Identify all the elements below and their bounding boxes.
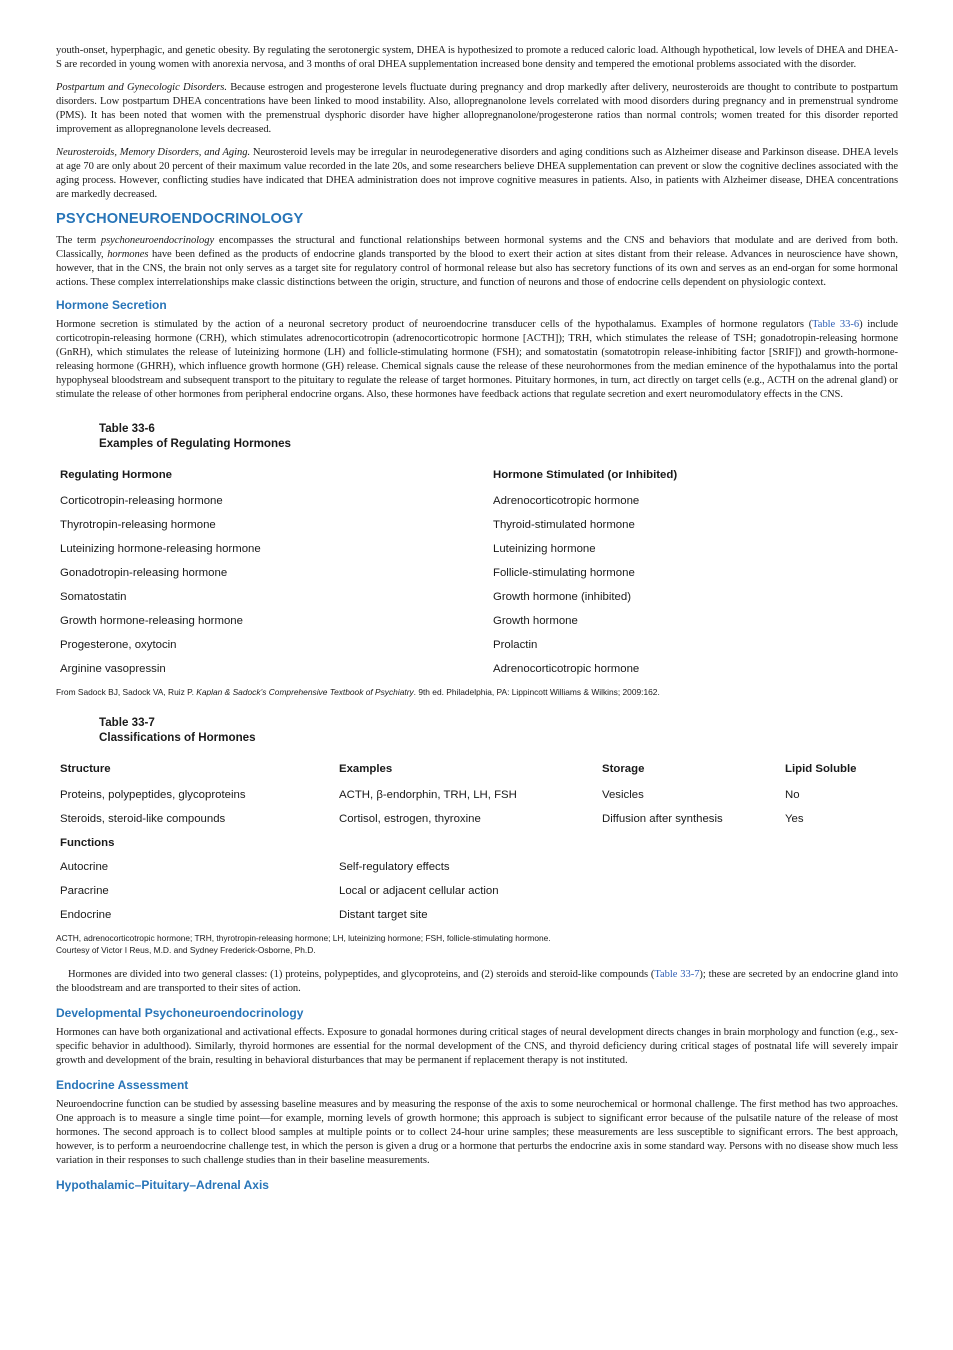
run-in-heading: Neurosteroids, Memory Disorders, and Aging.: [56, 147, 251, 158]
paragraph-developmental: Hormones can have both organizational and activational effects. Exposure to gonadal hormones during critical stages of neural development directs changes in brain morphology and function (e.g., sex-specific behavior in adulthood). Similarly, thyroid hormones are essential for the normal development of the CNS, and thyroid deficiency during critical stages of postnatal life will severely impair growth and development of the brain, resulting in behavioral disturbances that may be permanent if replacement therapy is not instituted.: [56, 1027, 898, 1066]
table-cell: Thyrotropin-releasing hormone: [60, 519, 216, 531]
text-run: have been defined as the products of endocrine glands transported by the blood to exert their action at sites distant from their release. Advances in neuroscience have shown, however, that in the CNS, the brain not only serves as a target site for regulatory control of hormonal release but also has secretory functions of its own and serves as an end-organ for some hormonal actions. These complex interrelationships make classic distinctions between the origin, structure, and function of neurons and those of endocrine cells dependent on physiologic context.: [56, 249, 898, 288]
text-run: ) include corticotropin-releasing hormone (CRH), which stimulates adrenocorticotropin (adrenocorticotropic hormone [ACTH]); TRH, which stimulates the release of TSH; gonadotropin-releasing hormone (GnRH), which stimulates the release of luteinizing hormone (LH) and follicle-stimulating hormone (FSH); and somatostatin (somatotropin release-inhibiting factor [SRIF]) and growth-hormone-releasing hormone (GHRH), which influence growth hormone (GH) release. Chemical signals cause the release of these neurohormones from the median eminence of the hypothalamus into the portal hypophyseal bloodstream and subsequent transport to the pituitary to regulate the release of target hormones. Pituitary hormones, in turn, act directly on target cells (e.g., ACTH on the adrenal gland) or stimulate the release of other hormones from peripheral endocrine organs. Also, these hormones have feedback actions that regulate secretion and exert neuromodulatory effects in the CNS.: [56, 319, 898, 400]
table-row: [56, 809, 898, 833]
table-cell: Paracrine: [60, 885, 109, 897]
table-cell: ACTH, β-endorphin, TRH, LH, FSH: [339, 789, 517, 801]
text-run: Hormones are divided into two general classes: (1) proteins, polypeptides, and glycoproteins, and (2) steroids and steroid-like compounds (: [68, 969, 655, 980]
table-title: Examples of Regulating Hormones: [99, 437, 291, 450]
paragraph-hormone-classes: [56, 968, 898, 996]
table-cell: No: [785, 789, 800, 801]
table-33-6: [56, 421, 898, 698]
table-cell: Local or adjacent cellular action: [339, 885, 499, 897]
table-header-row: [56, 759, 898, 783]
column-header: Regulating Hormone: [60, 469, 173, 481]
column-header: Hormone Stimulated (or Inhibited): [493, 469, 678, 481]
table-33-7-link[interactable]: Table 33-7: [654, 969, 700, 980]
table-cell: Proteins, polypeptides, glycoproteins: [60, 789, 246, 801]
section-title: PSYCHONEUROENDOCRINOLOGY: [56, 211, 304, 227]
table-cell: Progesterone, oxytocin: [60, 639, 177, 651]
table-cell: Cortisol, estrogen, thyroxine: [339, 813, 481, 825]
table-cell: Follicle-stimulating hormone: [493, 567, 635, 579]
table-cell: Yes: [785, 813, 804, 825]
table-cell: Somatostatin: [60, 591, 127, 603]
table-cell: Diffusion after synthesis: [602, 813, 723, 825]
subheading-endocrine-assessment: Endocrine Assessment: [56, 1078, 189, 1092]
paragraph-aging: [56, 146, 898, 202]
paragraph-text: Neurosteroid levels may be irregular in neurodegenerative disorders and aging conditions such as Alzheimer disease and Parkinson disease. DHEA levels at age 70 are only about 20 percent of their maximum value recorded in the late 20s, and some researchers believe DHEA supplementation can prevent or slow the cognitive declines associated with the aging process. However, conflicting studies have indicated that DHEA administration does not improve cognitive measures in patients. Also, in patients with Alzheimer disease, DHEA concentrations are markedly decreased.: [56, 147, 899, 200]
table-cell: Luteinizing hormone: [493, 543, 596, 555]
subheading-developmental: Developmental Psychoneuroendocrinology: [56, 1006, 304, 1020]
table-cell: Steroids, steroid-like compounds: [60, 813, 226, 825]
table-source-note: [56, 686, 898, 698]
table-row: [56, 905, 898, 929]
paragraph-endocrine-assessment: Neuroendocrine function can be studied by assessing baseline measures and by measuring the response of the axis to some neurochemical or hormonal challenge. The first method has two approaches. One approach is to measure a single time point—for example, morning levels of growth hormone; this approach is subject to significant error because of the pulsatile nature of the release of most hormones. The second approach is to collect blood samples at multiple points or to collect 24-hour urine samples; these measurements are less susceptible to significant errors. The best approach, however, is to perform a neuroendocrine challenge test, in which the person is given a drug or a hormone that perturbs the endocrine axis in some standard way. Persons with no disease show much less variation in their responses to such challenge studies than in their baseline measurements.: [56, 1099, 898, 1166]
table-33-7: [56, 715, 898, 956]
table-header-row: [56, 465, 898, 489]
table-cell: Distant target site: [339, 909, 428, 921]
text-run: Hormone secretion is stimulated by the action of a neuronal secretory product of neuroendocrine transducer cells of the hypothalamus. Examples of hormone regulators (: [56, 319, 813, 330]
table-row: [56, 563, 898, 587]
paragraph-obesity: youth-onset, hyperphagic, and genetic obesity. By regulating the serotonergic system, DHEA is hypothesized to promote a reduced caloric load. Although hypothetical, low levels of DHEA and DHEA-S are recorded in young women with anorexia nervosa, and 3 months of oral DHEA supplementation increased bone density and tempered the emotional problems associated with the disorder.: [56, 45, 898, 70]
run-in-heading: Postpartum and Gynecologic Disorders.: [56, 82, 227, 93]
text-run: encompasses the structural and functional relationships between hormonal systems and the CNS and behaviors that modulate and are derived from both. Classically,: [56, 235, 898, 260]
column-header: Lipid Soluble: [785, 763, 857, 775]
table-cell: Autocrine: [60, 861, 109, 873]
table-row: [56, 587, 898, 611]
table-abbreviation-note: ACTH, adrenocorticotropic hormone; TRH, thyrotropin-releasing hormone; LH, luteinizing hormone; FSH, follicle-stimulating hormone.: [56, 933, 551, 943]
table-cell: Thyroid-stimulated hormone: [493, 519, 635, 531]
table-title: Classifications of Hormones: [99, 731, 256, 744]
page-content: [56, 44, 898, 1192]
text-run: From Sadock BJ, Sadock VA, Ruiz P.: [56, 687, 197, 697]
table-cell: Luteinizing hormone-releasing hormone: [60, 543, 261, 555]
column-header: Structure: [60, 763, 111, 775]
table-number: Table 33-6: [99, 422, 155, 435]
table-subheader-row: [56, 833, 898, 857]
functions-header: Functions: [60, 837, 115, 849]
paragraph-postpartum: [56, 81, 898, 137]
table-row: [56, 491, 898, 515]
paragraph-hormone-secretion: [56, 318, 898, 402]
table-cell: Corticotropin-releasing hormone: [60, 495, 223, 507]
table-cell: Arginine vasopressin: [60, 663, 166, 675]
text-run: . 9th ed. Philadelphia, PA: Lippincott Williams & Wilkins; 2009:162.: [413, 687, 660, 697]
table-courtesy-note: Courtesy of Victor I Reus, M.D. and Sydney Frederick-Osborne, Ph.D.: [56, 945, 316, 955]
table-cell: Vesicles: [602, 789, 644, 801]
subheading-hormone-secretion: Hormone Secretion: [56, 298, 167, 312]
paragraph-text: Because estrogen and progesterone levels fluctuate during pregnancy and drop markedly after delivery, neurosteroids are thought to contribute to postpartum disorders. Low postpartum DHEA concentrations have been linked to mood instability. Also, allopregnanolone levels correlated with mood disorders during pregnancy and in premenstrual syndrome (PMS). It has been noted that women with the premenstrual dysphoric disorder have higher allopregnanolone/progesterone ratios than normal controls; women treated for this disorder reported improvement as allopregnanolone levels decreased.: [56, 82, 898, 135]
table-row: [56, 881, 898, 905]
term-italic: hormones: [107, 249, 149, 260]
table-row: [56, 611, 898, 635]
table-cell: Endocrine: [60, 909, 112, 921]
column-header: Storage: [602, 763, 645, 775]
table-grid: [56, 465, 898, 683]
table-row: [56, 539, 898, 563]
subheading-hpa-axis: Hypothalamic–Pituitary–Adrenal Axis: [56, 1178, 269, 1192]
table-row: [56, 635, 898, 659]
table-cell: Adrenocorticotropic hormone: [493, 663, 640, 675]
table-cell: Growth hormone: [493, 615, 578, 627]
table-grid: [56, 759, 898, 929]
text-run: ); these are secreted by an endocrine gland into the bloodstream and are transported to their sites of action.: [56, 969, 898, 994]
table-row: [56, 857, 898, 881]
table-row: [56, 515, 898, 539]
table-row: [56, 785, 898, 809]
book-title: Kaplan & Sadock’s Comprehensive Textbook of Psychiatry: [196, 687, 414, 697]
term-italic: psychoneuroendocrinology: [100, 235, 215, 246]
table-cell: Prolactin: [493, 639, 538, 651]
table-row: [56, 659, 898, 683]
table-number: Table 33-7: [99, 716, 155, 729]
text-run: The term: [56, 235, 101, 246]
table-cell: Growth hormone (inhibited): [493, 591, 632, 603]
paragraph-pne-definition: [56, 234, 898, 290]
table-33-6-link[interactable]: Table 33-6: [812, 319, 860, 330]
table-cell: Self-regulatory effects: [339, 861, 450, 873]
table-cell: Growth hormone-releasing hormone: [60, 615, 243, 627]
column-header: Examples: [339, 763, 393, 775]
table-cell: Gonadotropin-releasing hormone: [60, 567, 228, 579]
table-cell: Adrenocorticotropic hormone: [493, 495, 640, 507]
